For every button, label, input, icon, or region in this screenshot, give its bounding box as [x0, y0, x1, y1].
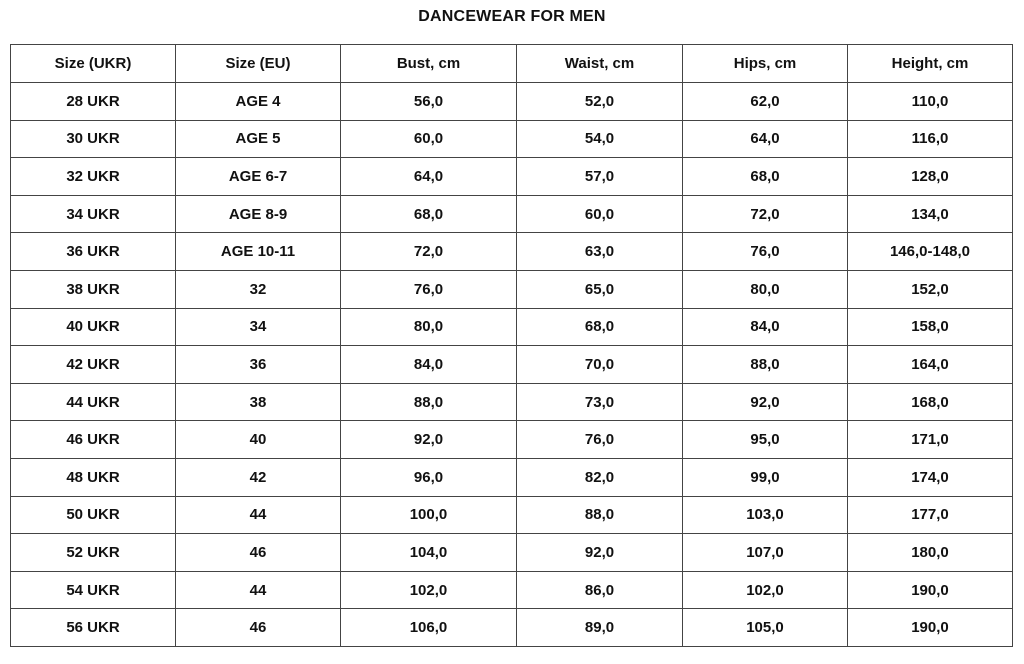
- cell-size-ukr: 44 UKR: [11, 383, 176, 421]
- table-body: [11, 83, 1013, 647]
- cell-size-eu: AGE 4: [176, 83, 341, 121]
- cell-hips: 95,0: [683, 421, 848, 459]
- cell-hips: 84,0: [683, 308, 848, 346]
- table-row: [11, 270, 1013, 308]
- cell-hips: 107,0: [683, 534, 848, 572]
- cell-waist: 57,0: [517, 158, 683, 196]
- cell-bust: 72,0: [341, 233, 517, 271]
- cell-size-eu: 44: [176, 496, 341, 534]
- cell-height: 158,0: [848, 308, 1013, 346]
- size-chart-table: [10, 44, 1013, 647]
- cell-size-ukr: 42 UKR: [11, 346, 176, 384]
- cell-bust: 60,0: [341, 120, 517, 158]
- cell-size-eu: 32: [176, 270, 341, 308]
- cell-size-eu: 40: [176, 421, 341, 459]
- cell-hips: 105,0: [683, 609, 848, 647]
- table-row: [11, 233, 1013, 271]
- cell-size-eu: AGE 10-11: [176, 233, 341, 271]
- cell-hips: 99,0: [683, 458, 848, 496]
- cell-size-ukr: 32 UKR: [11, 158, 176, 196]
- table-row: [11, 195, 1013, 233]
- column-header-waist: Waist, cm: [517, 45, 683, 83]
- cell-size-ukr: 52 UKR: [11, 534, 176, 572]
- cell-size-eu: 44: [176, 571, 341, 609]
- cell-hips: 88,0: [683, 346, 848, 384]
- cell-hips: 92,0: [683, 383, 848, 421]
- table-row: [11, 83, 1013, 121]
- cell-waist: 88,0: [517, 496, 683, 534]
- table-row: [11, 534, 1013, 572]
- column-header-bust: Bust, cm: [341, 45, 517, 83]
- cell-hips: 80,0: [683, 270, 848, 308]
- cell-bust: 76,0: [341, 270, 517, 308]
- cell-size-ukr: 38 UKR: [11, 270, 176, 308]
- cell-height: 174,0: [848, 458, 1013, 496]
- cell-size-eu: AGE 6-7: [176, 158, 341, 196]
- cell-waist: 52,0: [517, 83, 683, 121]
- cell-size-ukr: 30 UKR: [11, 120, 176, 158]
- cell-height: 128,0: [848, 158, 1013, 196]
- cell-waist: 73,0: [517, 383, 683, 421]
- cell-size-ukr: 54 UKR: [11, 571, 176, 609]
- cell-bust: 102,0: [341, 571, 517, 609]
- column-header-height: Height, cm: [848, 45, 1013, 83]
- cell-waist: 68,0: [517, 308, 683, 346]
- cell-height: 110,0: [848, 83, 1013, 121]
- cell-waist: 76,0: [517, 421, 683, 459]
- table-row: [11, 571, 1013, 609]
- cell-waist: 63,0: [517, 233, 683, 271]
- cell-hips: 68,0: [683, 158, 848, 196]
- cell-size-ukr: 48 UKR: [11, 458, 176, 496]
- cell-height: 134,0: [848, 195, 1013, 233]
- table-row: [11, 609, 1013, 647]
- cell-height: 146,0-148,0: [848, 233, 1013, 271]
- cell-waist: 65,0: [517, 270, 683, 308]
- cell-waist: 86,0: [517, 571, 683, 609]
- cell-bust: 100,0: [341, 496, 517, 534]
- cell-bust: 64,0: [341, 158, 517, 196]
- cell-bust: 104,0: [341, 534, 517, 572]
- cell-waist: 89,0: [517, 609, 683, 647]
- cell-bust: 56,0: [341, 83, 517, 121]
- cell-bust: 92,0: [341, 421, 517, 459]
- table-row: [11, 458, 1013, 496]
- column-header-size-eu: Size (EU): [176, 45, 341, 83]
- cell-height: 171,0: [848, 421, 1013, 459]
- cell-waist: 92,0: [517, 534, 683, 572]
- table-row: [11, 120, 1013, 158]
- cell-height: 152,0: [848, 270, 1013, 308]
- page-title: DANCEWEAR FOR MEN: [418, 8, 606, 25]
- cell-height: 177,0: [848, 496, 1013, 534]
- cell-waist: 82,0: [517, 458, 683, 496]
- cell-size-eu: AGE 5: [176, 120, 341, 158]
- table-row: [11, 158, 1013, 196]
- cell-waist: 54,0: [517, 120, 683, 158]
- cell-bust: 80,0: [341, 308, 517, 346]
- cell-size-eu: 34: [176, 308, 341, 346]
- table-row: [11, 496, 1013, 534]
- cell-height: 190,0: [848, 571, 1013, 609]
- cell-bust: 68,0: [341, 195, 517, 233]
- cell-size-ukr: 56 UKR: [11, 609, 176, 647]
- table-row: [11, 346, 1013, 384]
- cell-size-ukr: 28 UKR: [11, 83, 176, 121]
- table-header-row: [11, 45, 1013, 83]
- table-row: [11, 421, 1013, 459]
- cell-size-eu: AGE 8-9: [176, 195, 341, 233]
- table-row: [11, 383, 1013, 421]
- cell-hips: 72,0: [683, 195, 848, 233]
- cell-hips: 103,0: [683, 496, 848, 534]
- cell-size-ukr: 40 UKR: [11, 308, 176, 346]
- cell-height: 190,0: [848, 609, 1013, 647]
- cell-height: 180,0: [848, 534, 1013, 572]
- table-row: [11, 308, 1013, 346]
- cell-hips: 64,0: [683, 120, 848, 158]
- cell-size-ukr: 50 UKR: [11, 496, 176, 534]
- cell-hips: 102,0: [683, 571, 848, 609]
- cell-waist: 60,0: [517, 195, 683, 233]
- cell-size-eu: 46: [176, 609, 341, 647]
- cell-size-eu: 36: [176, 346, 341, 384]
- cell-size-ukr: 34 UKR: [11, 195, 176, 233]
- cell-height: 164,0: [848, 346, 1013, 384]
- cell-hips: 62,0: [683, 83, 848, 121]
- cell-bust: 88,0: [341, 383, 517, 421]
- cell-hips: 76,0: [683, 233, 848, 271]
- cell-bust: 106,0: [341, 609, 517, 647]
- cell-height: 116,0: [848, 120, 1013, 158]
- column-header-hips: Hips, cm: [683, 45, 848, 83]
- cell-height: 168,0: [848, 383, 1013, 421]
- cell-size-eu: 38: [176, 383, 341, 421]
- cell-bust: 84,0: [341, 346, 517, 384]
- cell-bust: 96,0: [341, 458, 517, 496]
- cell-size-eu: 46: [176, 534, 341, 572]
- cell-size-eu: 42: [176, 458, 341, 496]
- column-header-size-ukr: Size (UKR): [11, 45, 176, 83]
- cell-size-ukr: 46 UKR: [11, 421, 176, 459]
- cell-size-ukr: 36 UKR: [11, 233, 176, 271]
- cell-waist: 70,0: [517, 346, 683, 384]
